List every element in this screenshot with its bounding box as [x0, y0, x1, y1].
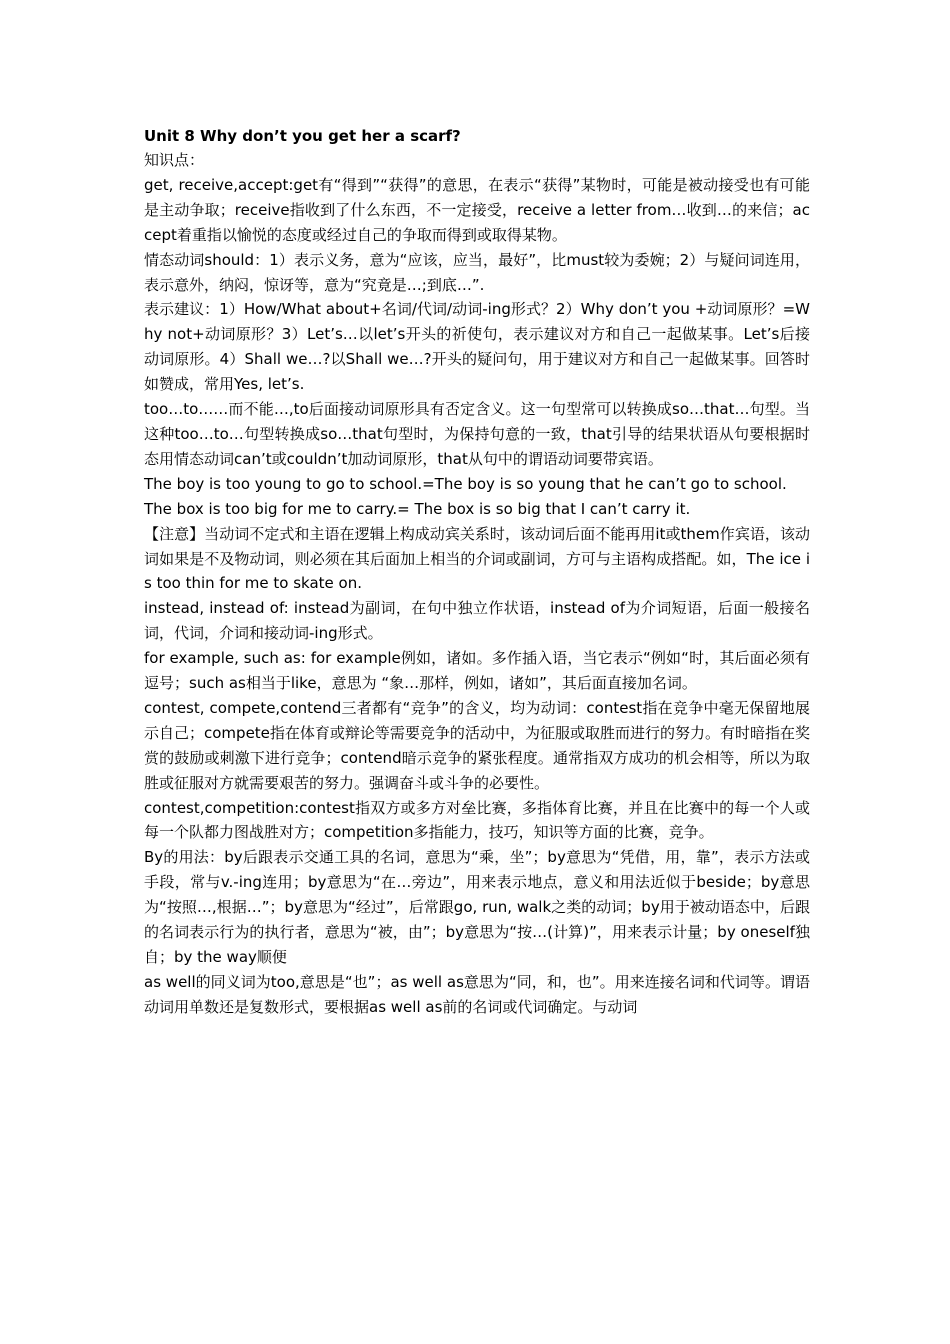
paragraph-contest-compete-contend: contest, compete,contend三者都有“竞争”的含义，均为动词：contest指在竞争中毫无保留地展示自己；compete指在体育或辩论等需要竞争的活动中，为征服或取胜而进行的努力。有时暗指在奖赏的鼓励或刺激下进行竞争；contend暗示竞争的紧张程度。通常指双方成功的机会相等，所以为取胜或征服对方就需要艰苦的努力。强调奋斗或斗争的必要性。 — [144, 698, 810, 792]
document-title: Unit 8 Why don’t you get her a scarf? — [144, 127, 461, 145]
paragraph-too-to: too…to……而不能…,to后面接动词原形具有否定含义。这一句型常可以转换成so…that…句型。当这种too…to…句型转换成so…that句型时，为保持句意的一致，that引导的结果状语从句要根据时态用情态动词can’t或couldn’t加动词原形，that从句中的谓语动词要带宾语。 — [144, 400, 810, 468]
paragraph-example-boy: The boy is too young to go to school.=The boy is so young that he can’t go to school. — [144, 474, 787, 493]
paragraph-knowledge-points: 知识点： — [144, 151, 205, 169]
paragraph-suggestions: 表示建议：1）How/What about+名词/代词/动词-ing形式？2）Why don’t you +动词原形？=Why not+动词原形？3）Let’s…以let’s开头的祈使句，表示建议对方和自己一起做某事。Let’s后接动词原形。4）Shall we…?以Shall we…?开头的疑问句，用于建议对方和自己一起做某事。回答时如赞成，常用Yes, let’s. — [144, 300, 810, 394]
paragraph-contest-competition: contest,competition:contest指双方或多方对垒比赛，多指体育比赛，并且在比赛中的每一个人或每一个队都力图战胜对方；competition多指能力，技巧，知识等方面的比赛，竞争。 — [144, 798, 810, 842]
paragraph-example-box: The box is too big for me to carry.= The box is so big that I can’t carry it. — [144, 499, 691, 518]
paragraph-get-receive-accept: get, receive,accept:get有“得到”“获得”的意思，在表示“获得”某物时，可能是被动接受也有可能是主动争取；receive指收到了什么东西，不一定接受，receive a letter from…收到…的来信；accept着重指以愉悦的态度或经过自己的争取而得到或取得某物。 — [144, 175, 810, 244]
paragraph-note: 【注意】当动词不定式和主语在逻辑上构成动宾关系时，该动词后面不能再用it或them作宾语，该动词如果是不及物动词，则必须在其后面加上相当的介词或副词，方可与主语构成搭配。如，The ice is too thin for me to skate on. — [144, 524, 810, 593]
paragraph-as-well: as well的同义词为too,意思是“也”；as well as意思为“同，和，也”。用来连接名词和代词等。谓语动词用单数还是复数形式，要根据as well as前的名词或代词确定。与动词 — [144, 972, 810, 1016]
paragraph-modal-should: 情态动词should：1）表示义务，意为“应该，应当，最好”，比must较为委婉；2）与疑问词连用，表示意外，纳闷，惊讶等，意为“究竟是…;到底…”. — [144, 250, 810, 294]
paragraph-for-example: for example, such as: for example例如，诸如。多作插入语，当它表示“例如“时，其后面必须有逗号；such as相当于like，意思为 “象…那样，例如，诸如”，其后面直接加名词。 — [144, 649, 810, 693]
paragraph-instead: instead, instead of: instead为副词，在句中独立作状语，instead of为介词短语，后面一般接名词，代词，介词和接动词-ing形式。 — [144, 599, 810, 643]
document-page — [144, 124, 810, 1020]
paragraph-by-usage: By的用法：by后跟表示交通工具的名词，意思为“乘，坐”；by意思为“凭借，用，靠”，表示方法或手段，常与v.-ing连用；by意思为“在…旁边”，用来表示地点，意义和用法近似于beside；by意思为“按照…,根据…”；by意思为“经过”，后常跟go, run, walk之类的动词；by用于被动语态中，后跟的名词表示行为的执行者，意思为“被，由”；by意思为“按…(计算)”，用来表示计量；by oneself独自；by the way顺便 — [144, 848, 810, 966]
